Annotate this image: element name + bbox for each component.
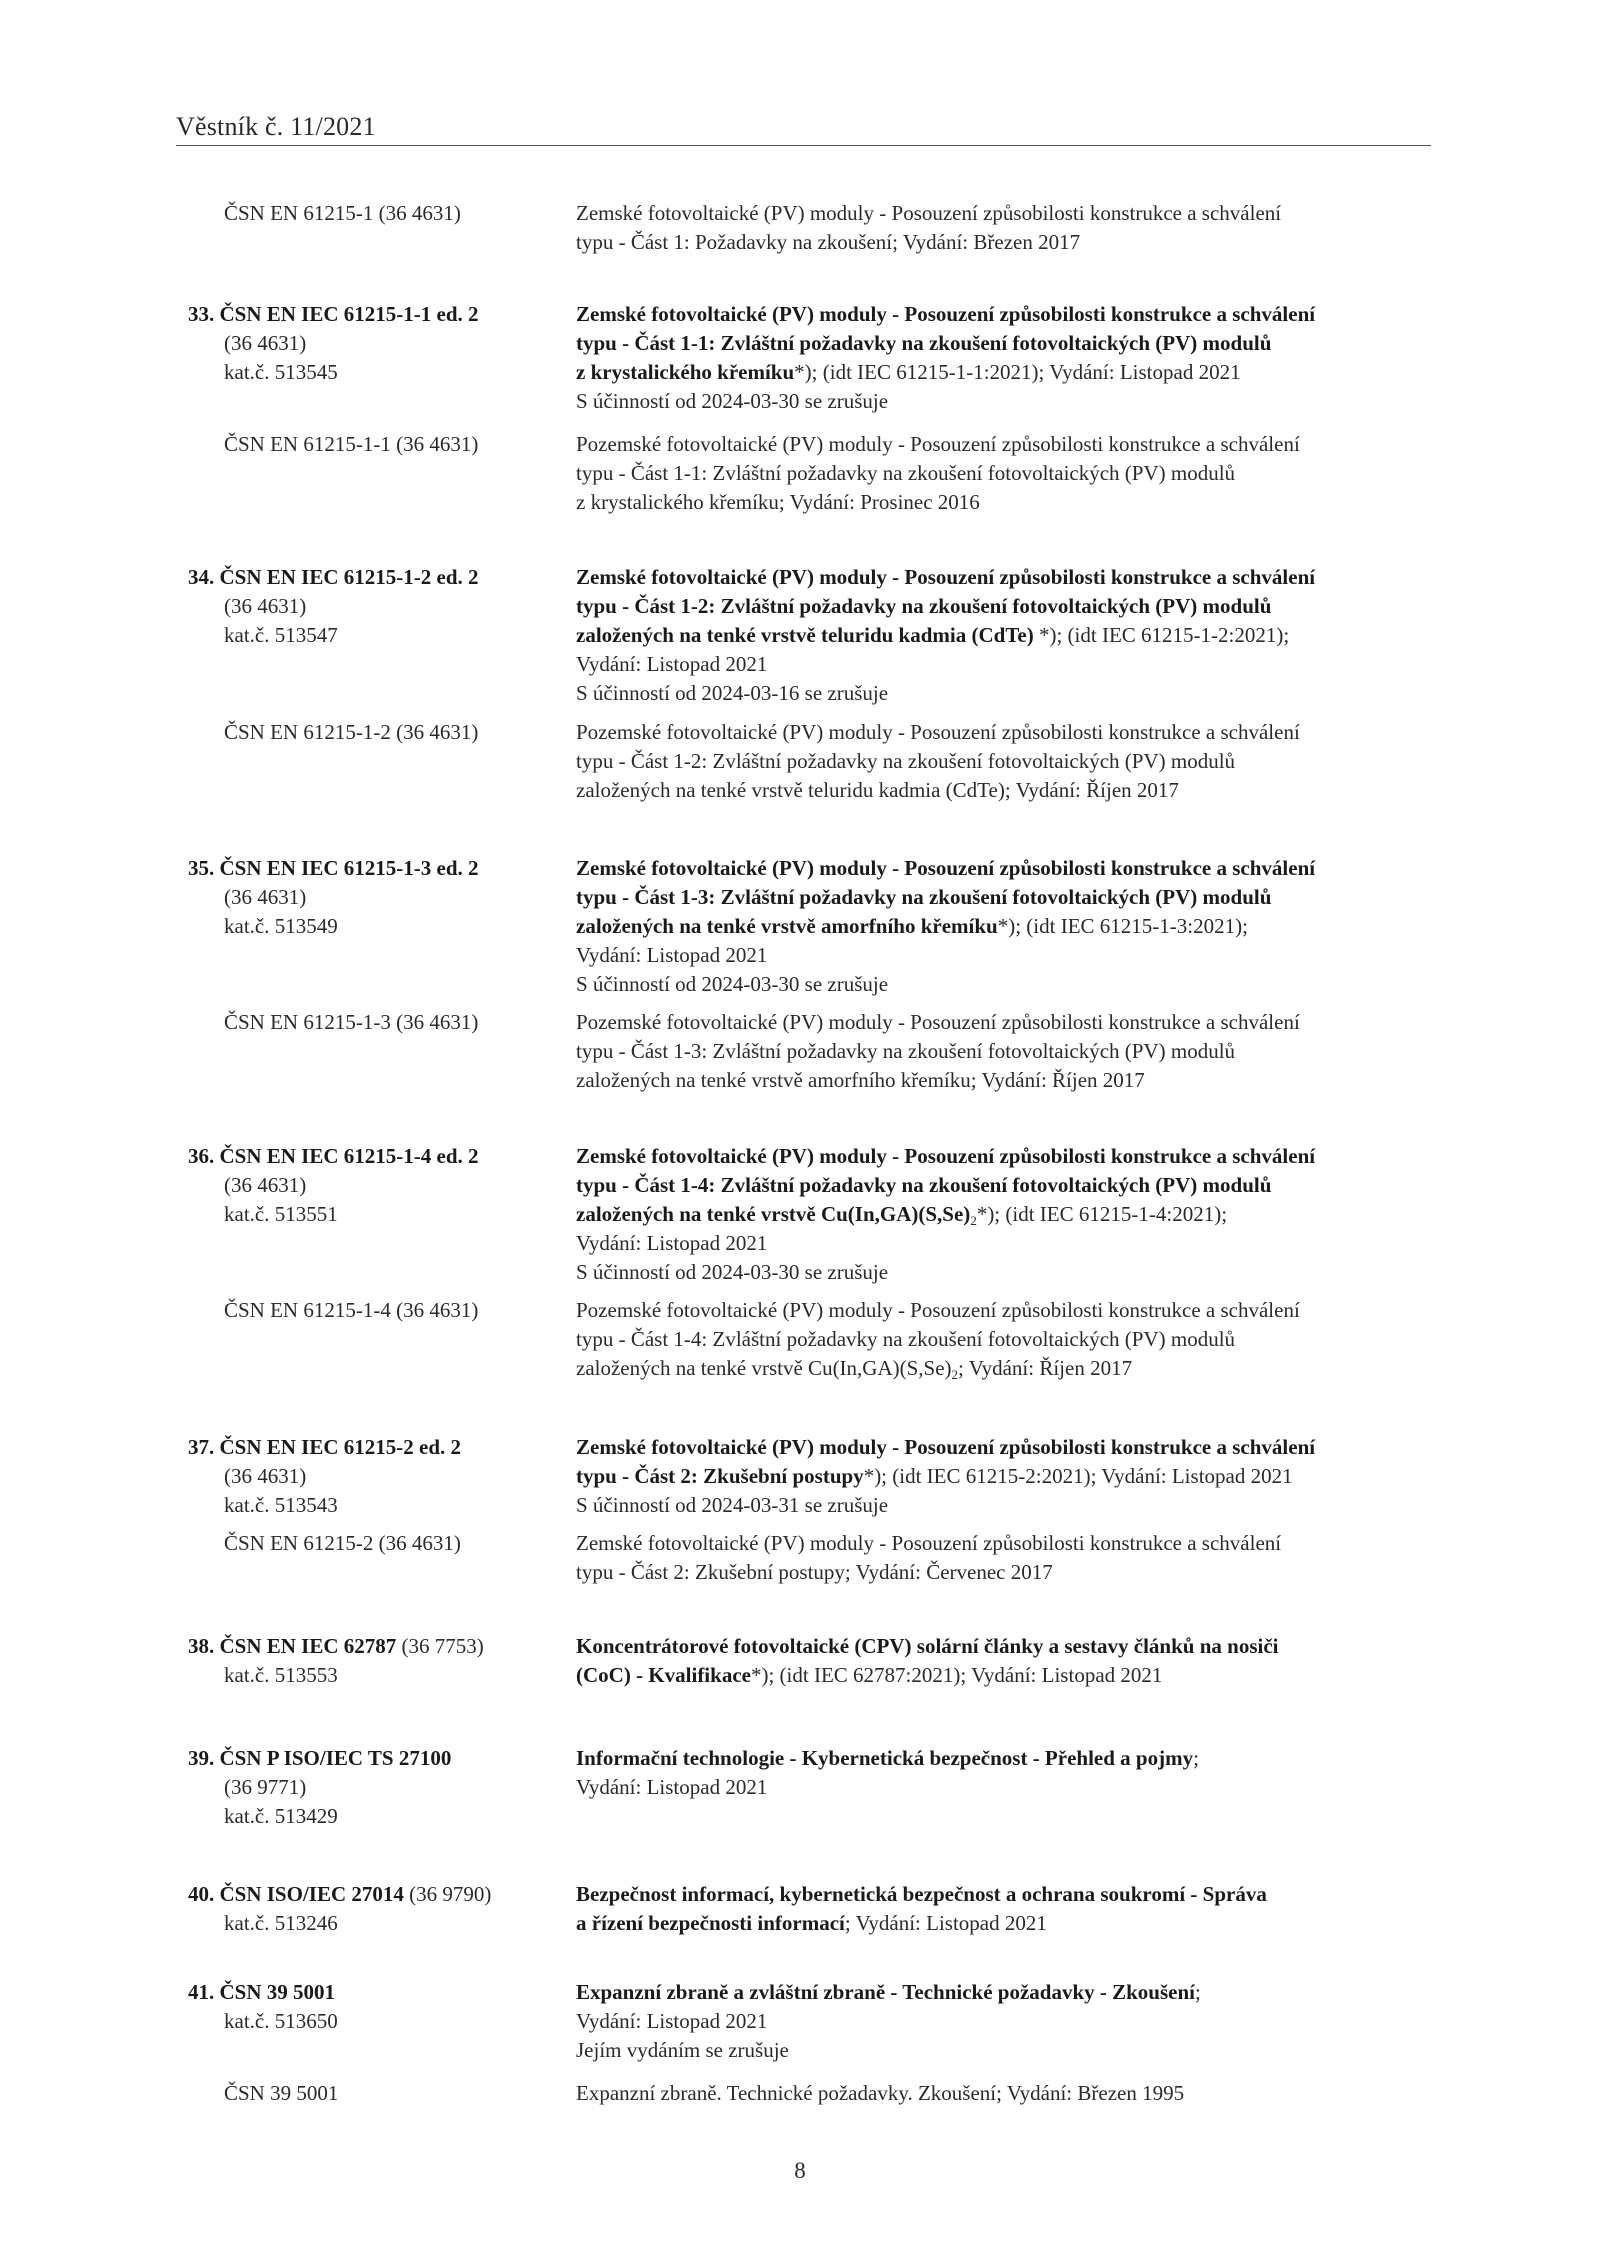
entry-standard-line bbox=[188, 1978, 335, 2007]
entry-standard-line bbox=[224, 199, 461, 228]
bold-text: 33. ČSN EN IEC 61215-1-1 ed. 2 bbox=[188, 302, 479, 326]
bold-text: 35. ČSN EN IEC 61215-1-3 ed. 2 bbox=[188, 856, 479, 880]
text: S účinností od 2024-03-30 se zrušuje bbox=[576, 1260, 889, 1284]
text: Vydání: Listopad 2021 bbox=[576, 2009, 768, 2033]
bold-text: typu - Část 2: Zkušební postupy bbox=[576, 1464, 864, 1488]
text: ČSN 39 5001 bbox=[224, 2081, 339, 2105]
text: založených na tenké vrstvě amorfního křemíku; Vydání: Říjen 2017 bbox=[576, 1068, 1145, 1092]
text: Vydání: Listopad 2021 bbox=[576, 1775, 768, 1799]
text: (36 4631) bbox=[224, 1173, 307, 1197]
entry-description-line bbox=[576, 679, 888, 708]
entry-standard-line bbox=[224, 718, 478, 747]
bold-text: typu - Část 1-3: Zvláštní požadavky na zkoušení fotovoltaických (PV) modulů bbox=[576, 885, 1272, 909]
text: (36 4631) bbox=[224, 1464, 307, 1488]
text: ČSN EN 61215-1-4 (36 4631) bbox=[224, 1298, 479, 1322]
entry-standard-line bbox=[224, 2079, 338, 2108]
entry-description-line bbox=[576, 199, 1281, 228]
entry-description-line bbox=[576, 718, 1300, 747]
entry-standard-line bbox=[224, 430, 478, 459]
text: typu - Část 1-4: Zvláštní požadavky na zkoušení fotovoltaických (PV) modulů bbox=[576, 1327, 1236, 1351]
entry-description-line bbox=[576, 941, 767, 970]
text: Jejím vydáním se zrušuje bbox=[576, 2038, 789, 2062]
bold-text: Zemské fotovoltaické (PV) moduly - Posouzení způsobilosti konstrukce a schválení bbox=[576, 1144, 1316, 1168]
text: ; bbox=[1195, 1980, 1201, 2004]
entry-description-line bbox=[576, 621, 1289, 650]
text: Vydání: Listopad 2021 bbox=[576, 652, 768, 676]
bold-text: Zemské fotovoltaické (PV) moduly - Posouzení způsobilosti konstrukce a schválení bbox=[576, 1435, 1316, 1459]
text: Pozemské fotovoltaické (PV) moduly - Posouzení způsobilosti konstrukce a schválení bbox=[576, 720, 1300, 744]
entry-description-line bbox=[576, 1354, 1132, 1383]
text: typu - Část 1-1: Zvláštní požadavky na zkoušení fotovoltaických (PV) modulů bbox=[576, 461, 1236, 485]
entry-description-line bbox=[576, 1325, 1235, 1354]
text: kat.č. 513246 bbox=[224, 1911, 338, 1935]
bold-text: 36. ČSN EN IEC 61215-1-4 ed. 2 bbox=[188, 1144, 479, 1168]
entry-standard-line bbox=[224, 329, 306, 358]
text: Vydání: Listopad 2021 bbox=[576, 1231, 768, 1255]
bold-text: 39. ČSN P ISO/IEC TS 27100 bbox=[188, 1746, 452, 1770]
text: Vydání: Listopad 2021 bbox=[576, 943, 768, 967]
entry-standard-line bbox=[224, 1661, 338, 1690]
entry-standard-line bbox=[224, 1008, 478, 1037]
page-number: 8 bbox=[794, 2158, 806, 2183]
text: S účinností od 2024-03-31 se zrušuje bbox=[576, 1493, 889, 1517]
text: ; bbox=[1193, 1746, 1199, 1770]
text: *); (idt IEC 61215-2:2021); Vydání: Listopad 2021 bbox=[863, 1464, 1293, 1488]
text: ČSN EN 61215-2 (36 4631) bbox=[224, 1531, 461, 1555]
bold-text: Informační technologie - Kybernetická bezpečnost - Přehled a pojmy bbox=[576, 1746, 1194, 1770]
entry-description-line bbox=[576, 563, 1315, 592]
bold-text: 41. ČSN 39 5001 bbox=[188, 1980, 336, 2004]
bold-text: Zemské fotovoltaické (PV) moduly - Posouzení způsobilosti konstrukce a schválení bbox=[576, 856, 1316, 880]
entry-description-line bbox=[576, 1909, 1047, 1938]
text: typu - Část 1-2: Zvláštní požadavky na zkoušení fotovoltaických (PV) modulů bbox=[576, 749, 1236, 773]
text: *); (idt IEC 61215-1-2:2021); bbox=[1038, 623, 1290, 647]
text: Pozemské fotovoltaické (PV) moduly - Posouzení způsobilosti konstrukce a schválení bbox=[576, 1010, 1300, 1034]
entry-standard-line bbox=[188, 563, 479, 592]
entry-description-line bbox=[576, 1171, 1271, 1200]
text: Zemské fotovoltaické (PV) moduly - Posouzení způsobilosti konstrukce a schválení bbox=[576, 1531, 1282, 1555]
entry-description-line bbox=[576, 2079, 1184, 2108]
text: z krystalického křemíku; Vydání: Prosinec 2016 bbox=[576, 490, 980, 514]
entry-description-line bbox=[576, 1229, 767, 1258]
text: založených na tenké vrstvě Cu(In,GA)(S,Se) bbox=[576, 1356, 952, 1380]
text: *); (idt IEC 62787:2021); Vydání: Listopad 2021 bbox=[750, 1663, 1163, 1687]
text: kat.č. 513549 bbox=[224, 914, 338, 938]
text: *); (idt IEC 61215-1-1:2021); Vydání: Listopad 2021 bbox=[794, 360, 1241, 384]
text: kat.č. 513547 bbox=[224, 623, 338, 647]
entry-description-line bbox=[576, 854, 1315, 883]
bold-text: 34. ČSN EN IEC 61215-1-2 ed. 2 bbox=[188, 565, 479, 589]
text: *); (idt IEC 61215-1-4:2021); bbox=[976, 1202, 1228, 1226]
bold-text: (CoC) - Kvalifikace bbox=[576, 1663, 751, 1687]
bold-text: Bezpečnost informací, kybernetická bezpečnost a ochrana soukromí - Správa bbox=[576, 1882, 1267, 1906]
text: kat.č. 513545 bbox=[224, 360, 338, 384]
text: Pozemské fotovoltaické (PV) moduly - Posouzení způsobilosti konstrukce a schválení bbox=[576, 432, 1300, 456]
text: (36 9771) bbox=[224, 1775, 307, 1799]
text: Expanzní zbraně. Technické požadavky. Zkoušení; Vydání: Březen 1995 bbox=[576, 2081, 1185, 2105]
entry-description-line bbox=[576, 1433, 1315, 1462]
text: Zemské fotovoltaické (PV) moduly - Posouzení způsobilosti konstrukce a schválení bbox=[576, 201, 1282, 225]
entry-description-line bbox=[576, 387, 888, 416]
entry-standard-line bbox=[224, 621, 338, 650]
entry-standard-line bbox=[224, 1491, 338, 1520]
text: S účinností od 2024-03-30 se zrušuje bbox=[576, 389, 889, 413]
entry-description-line bbox=[576, 430, 1300, 459]
entry-description-line bbox=[576, 488, 980, 517]
bold-text: 37. ČSN EN IEC 61215-2 ed. 2 bbox=[188, 1435, 462, 1459]
entry-description-line bbox=[576, 1880, 1267, 1909]
entry-standard-line bbox=[224, 1773, 306, 1802]
entry-description-line bbox=[576, 592, 1271, 621]
entry-description-line bbox=[576, 1491, 888, 1520]
entry-description-line bbox=[576, 1008, 1300, 1037]
entry-description-line bbox=[576, 1661, 1162, 1690]
text: ČSN EN 61215-1-3 (36 4631) bbox=[224, 1010, 479, 1034]
text: ČSN EN 61215-1 (36 4631) bbox=[224, 201, 461, 225]
bold-text: založených na tenké vrstvě teluridu kadmia (CdTe) bbox=[576, 623, 1039, 647]
entry-description-line bbox=[576, 650, 767, 679]
entry-standard-line bbox=[224, 592, 306, 621]
entry-standard-line bbox=[188, 1880, 491, 1909]
header-rule bbox=[176, 145, 1431, 146]
bold-text: založených na tenké vrstvě Cu(In,GA)(S,Se) bbox=[576, 1202, 971, 1226]
entry-description-line bbox=[576, 1066, 1145, 1095]
text: ; Vydání: Listopad 2021 bbox=[844, 1911, 1047, 1935]
subscript: 2 bbox=[951, 1367, 959, 1382]
entry-standard-line bbox=[224, 2007, 338, 2036]
entry-standard-line bbox=[224, 1802, 338, 1831]
entry-description-line bbox=[576, 1142, 1315, 1171]
entry-standard-line bbox=[224, 1171, 306, 1200]
entry-description-line bbox=[576, 1744, 1199, 1773]
text: typu - Část 1: Požadavky na zkoušení; Vydání: Březen 2017 bbox=[576, 230, 1081, 254]
bold-text: typu - Část 1-1: Zvláštní požadavky na zkoušení fotovoltaických (PV) modulů bbox=[576, 331, 1272, 355]
bold-text: Zemské fotovoltaické (PV) moduly - Posouzení způsobilosti konstrukce a schválení bbox=[576, 565, 1316, 589]
bold-text: 38. ČSN EN IEC 62787 bbox=[188, 1634, 397, 1658]
text: (36 4631) bbox=[224, 331, 307, 355]
entry-standard-line bbox=[188, 300, 479, 329]
bold-text: Zemské fotovoltaické (PV) moduly - Posouzení způsobilosti konstrukce a schválení bbox=[576, 302, 1316, 326]
text: založených na tenké vrstvě teluridu kadmia (CdTe); Vydání: Říjen 2017 bbox=[576, 778, 1179, 802]
entry-description-line bbox=[576, 300, 1315, 329]
bold-text: 40. ČSN ISO/IEC 27014 bbox=[188, 1882, 404, 1906]
entry-description-line bbox=[576, 329, 1271, 358]
entry-description-line bbox=[576, 358, 1241, 387]
text: (36 9790) bbox=[403, 1882, 492, 1906]
text: (36 4631) bbox=[224, 885, 307, 909]
bold-text: typu - Část 1-2: Zvláštní požadavky na zkoušení fotovoltaických (PV) modulů bbox=[576, 594, 1272, 618]
entry-description-line bbox=[576, 1200, 1227, 1229]
entry-description-line bbox=[576, 2007, 767, 2036]
entry-description-line bbox=[576, 1773, 767, 1802]
text: kat.č. 513551 bbox=[224, 1202, 338, 1226]
text: kat.č. 513553 bbox=[224, 1663, 338, 1687]
text: (36 4631) bbox=[224, 594, 307, 618]
text: S účinností od 2024-03-30 se zrušuje bbox=[576, 972, 889, 996]
text: kat.č. 513429 bbox=[224, 1804, 338, 1828]
entry-description-line bbox=[576, 459, 1235, 488]
entry-standard-line bbox=[224, 883, 306, 912]
text: kat.č. 513543 bbox=[224, 1493, 338, 1517]
subscript: 2 bbox=[970, 1213, 977, 1228]
entry-standard-line bbox=[224, 1200, 338, 1229]
text: typu - Část 2: Zkušební postupy; Vydání: Červenec 2017 bbox=[576, 1560, 1053, 1584]
text: ČSN EN 61215-1-2 (36 4631) bbox=[224, 720, 479, 744]
entry-standard-line bbox=[188, 1632, 484, 1661]
bold-text: založených na tenké vrstvě amorfního křemíku bbox=[576, 914, 998, 938]
text: typu - Část 1-3: Zvláštní požadavky na zkoušení fotovoltaických (PV) modulů bbox=[576, 1039, 1236, 1063]
text: S účinností od 2024-03-16 se zrušuje bbox=[576, 681, 889, 705]
text: Pozemské fotovoltaické (PV) moduly - Posouzení způsobilosti konstrukce a schválení bbox=[576, 1298, 1300, 1322]
entry-description-line bbox=[576, 1296, 1300, 1325]
entry-description-line bbox=[576, 970, 888, 999]
entry-description-line bbox=[576, 1258, 888, 1287]
entry-description-line bbox=[576, 1978, 1201, 2007]
page-header-title: Věstník č. 11/2021 bbox=[176, 112, 376, 141]
entry-description-line bbox=[576, 912, 1248, 941]
entry-standard-line bbox=[188, 854, 479, 883]
entry-standard-line bbox=[188, 1142, 479, 1171]
entry-description-line bbox=[576, 883, 1271, 912]
entry-standard-line bbox=[224, 1909, 338, 1938]
entry-standard-line bbox=[224, 912, 338, 941]
text: ČSN EN 61215-1-1 (36 4631) bbox=[224, 432, 479, 456]
entry-standard-line bbox=[188, 1744, 451, 1773]
entry-description-line bbox=[576, 1462, 1293, 1491]
entry-description-line bbox=[576, 2036, 789, 2065]
text: kat.č. 513650 bbox=[224, 2009, 338, 2033]
bold-text: Koncentrátorové fotovoltaické (CPV) solární články a sestavy článků na nosiči bbox=[576, 1634, 1279, 1658]
text: *); (idt IEC 61215-1-3:2021); bbox=[997, 914, 1248, 938]
entry-description-line bbox=[576, 1037, 1235, 1066]
text: (36 7753) bbox=[396, 1634, 484, 1658]
entry-standard-line bbox=[188, 1433, 461, 1462]
entry-description-line bbox=[576, 776, 1179, 805]
bold-text: Expanzní zbraně a zvláštní zbraně - Technické požadavky - Zkoušení bbox=[576, 1980, 1195, 2004]
text: ; Vydání: Říjen 2017 bbox=[958, 1356, 1133, 1380]
entry-description-line bbox=[576, 1529, 1281, 1558]
bold-text: a řízení bezpečnosti informací bbox=[576, 1911, 845, 1935]
entry-standard-line bbox=[224, 358, 338, 387]
bold-text: z krystalického křemíku bbox=[576, 360, 795, 384]
entry-description-line bbox=[576, 1632, 1279, 1661]
entry-standard-line bbox=[224, 1296, 478, 1325]
entry-standard-line bbox=[224, 1529, 461, 1558]
entry-description-line bbox=[576, 228, 1080, 257]
bold-text: typu - Část 1-4: Zvláštní požadavky na zkoušení fotovoltaických (PV) modulů bbox=[576, 1173, 1272, 1197]
entry-standard-line bbox=[224, 1462, 306, 1491]
entry-description-line bbox=[576, 747, 1235, 776]
entry-description-line bbox=[576, 1558, 1053, 1587]
